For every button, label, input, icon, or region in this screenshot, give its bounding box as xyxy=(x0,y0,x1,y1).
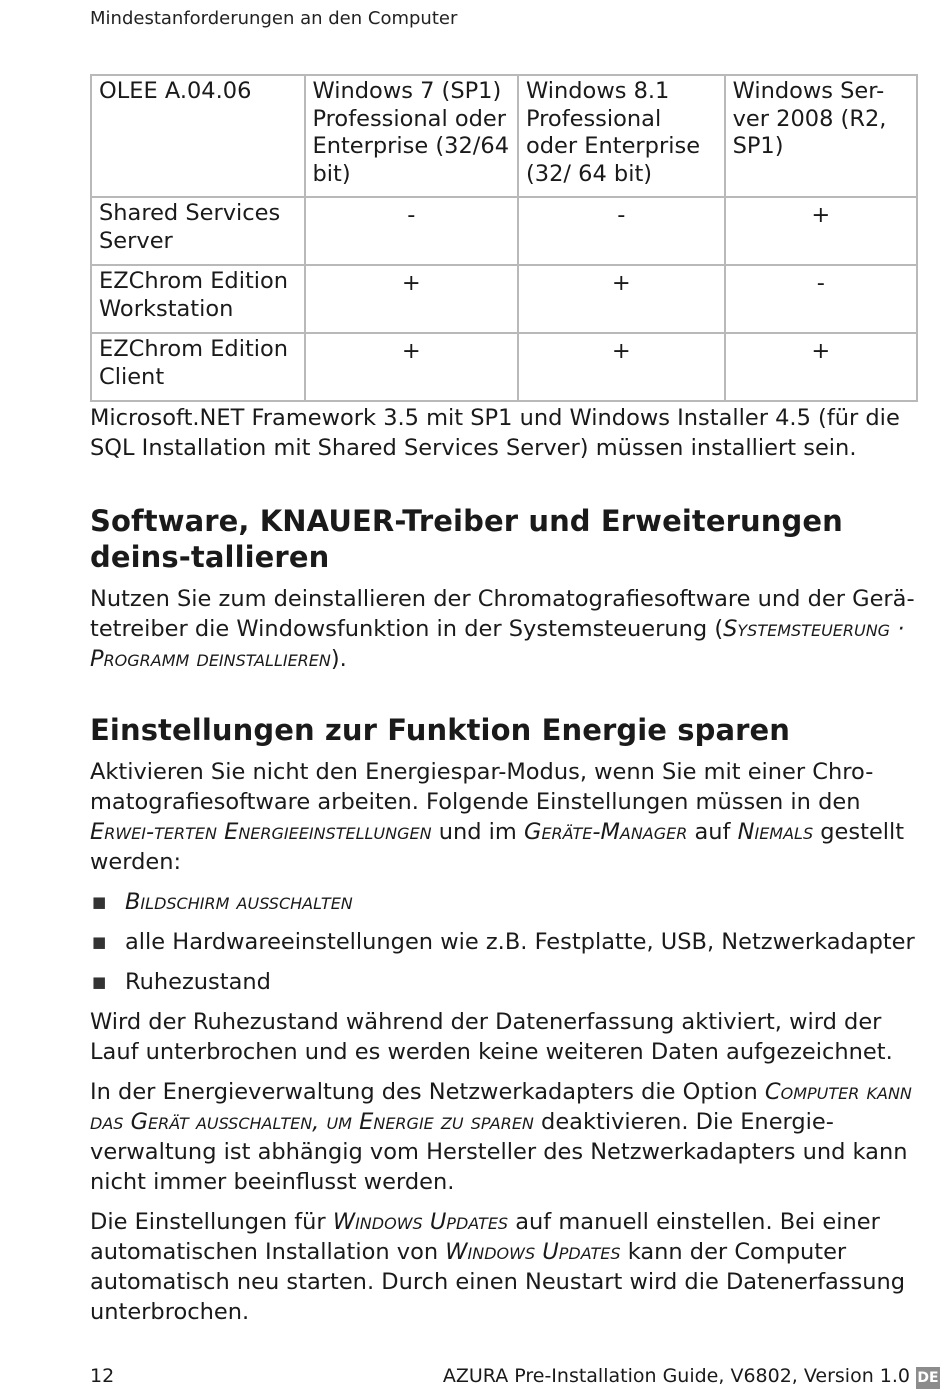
uninstall-paragraph xyxy=(90,584,920,674)
text-run: Nutzen Sie zum deinstallieren der Chromatografiesoftware und der Gerä-tetreiber die Windowsfunktion in der Systemsteuerung ( xyxy=(90,586,915,642)
list-item xyxy=(90,967,920,997)
table-cell: + xyxy=(305,333,519,401)
text-run: gestellt werden: xyxy=(90,819,905,875)
bullet-square-icon: ■ xyxy=(92,973,107,991)
ui-term: Erwei-terten Energieeinstellungen xyxy=(90,819,432,845)
table-row xyxy=(91,265,917,333)
table-row xyxy=(91,333,917,401)
list-item-text: Bildschirm ausschalten xyxy=(125,889,353,915)
bullet-square-icon: ■ xyxy=(92,933,107,951)
bullet-square-icon: ■ xyxy=(92,893,107,911)
ui-term: Computer kann das Gerät ausschalten, um Energie zu sparen xyxy=(90,1079,912,1135)
energy-paragraph-4 xyxy=(90,1207,920,1327)
ui-term: Windows Updates xyxy=(445,1239,621,1265)
table-row-label: EZChrom Edition Workstation xyxy=(91,265,305,333)
table-row-label: Shared Services Server xyxy=(91,197,305,265)
table-cell: - xyxy=(518,197,725,265)
table-header-cell: OLEE A.04.06 xyxy=(91,75,305,197)
footer-doc-title: AZURA Pre-Installation Guide, V6802, Version 1.0 xyxy=(442,1365,910,1387)
energy-paragraph-1 xyxy=(90,757,920,877)
table-cell: + xyxy=(725,333,917,401)
table-row xyxy=(91,197,917,265)
menu-path: Systemsteuerung · Programm deinstallieren xyxy=(90,616,905,672)
table-row-label: EZChrom Edition Client xyxy=(91,333,305,401)
list-item-text: Ruhezustand xyxy=(125,969,271,995)
table-cell: + xyxy=(725,197,917,265)
text-run: auf manuell einstellen. Bei einer automatischen Installation von xyxy=(90,1209,880,1265)
energy-paragraph-2: Wird der Ruhezustand während der Datenerfassung aktiviert, wird der Lauf unterbrochen und es werden keine weiteren Daten aufgezeichnet. xyxy=(90,1009,893,1065)
table-cell: - xyxy=(305,197,519,265)
table-cell: - xyxy=(725,265,917,333)
table-header-cell: Windows 8.1 Professional oder Enterprise (32/ 64 bit) xyxy=(518,75,725,197)
table-header-cell: Windows Ser-ver 2008 (R2, SP1) xyxy=(725,75,917,197)
page-number: 12 xyxy=(90,1365,115,1387)
heading-energy-saving: Einstellungen zur Funktion Energie sparen xyxy=(90,713,791,747)
list-item xyxy=(90,887,920,917)
ui-term: Niemals xyxy=(737,819,814,845)
ui-term: Geräte-Manager xyxy=(524,819,688,845)
energy-paragraph-3 xyxy=(90,1077,920,1197)
table-header-row xyxy=(91,75,917,197)
text-run: und im xyxy=(431,819,525,845)
heading-uninstall: Software, KNAUER-Treiber und Erweiterungen deins-tallieren xyxy=(90,504,843,574)
list-item xyxy=(90,927,920,957)
table-header-cell: Windows 7 (SP1) Professional oder Enterprise (32/64 bit) xyxy=(305,75,519,197)
table-cell: + xyxy=(518,265,725,333)
language-badge: DE xyxy=(916,1367,940,1389)
text-run: In der Energieverwaltung des Netzwerkadapters die Option xyxy=(90,1079,765,1105)
text-run: auf xyxy=(687,819,738,845)
text-run: ). xyxy=(330,646,347,672)
ui-term: Windows Updates xyxy=(332,1209,509,1235)
running-header: Mindestanforderungen an den Computer xyxy=(90,8,458,29)
table-cell: + xyxy=(518,333,725,401)
list-item-text: alle Hardwareeinstellungen wie z.B. Festplatte, USB, Netzwerkadapter xyxy=(125,929,915,955)
text-run: Aktivieren Sie nicht den Energiespar-Modus, wenn Sie mit einer Chro-matografiesoftware arbeiten. Folgende Einstellungen müssen in den xyxy=(90,759,874,815)
text-run: Die Einstellungen für xyxy=(90,1209,333,1235)
settings-list xyxy=(90,887,920,997)
text-run: kann der Computer automatisch neu starten. Durch einen Neustart wird die Datenerfassung unterbrochen. xyxy=(90,1239,906,1325)
framework-note: Microsoft.NET Framework 3.5 mit SP1 und Windows Installer 4.5 (für die SQL Installation mit Shared Services Server) müssen installiert sein. xyxy=(90,405,900,461)
table-cell: + xyxy=(305,265,519,333)
requirements-table xyxy=(90,74,918,402)
text-run: deaktivieren. Die Energie-verwaltung ist abhängig vom Hersteller des Netzwerkadapters und kann nicht immer beeinflusst werden. xyxy=(90,1109,908,1195)
page-content xyxy=(90,403,920,1337)
